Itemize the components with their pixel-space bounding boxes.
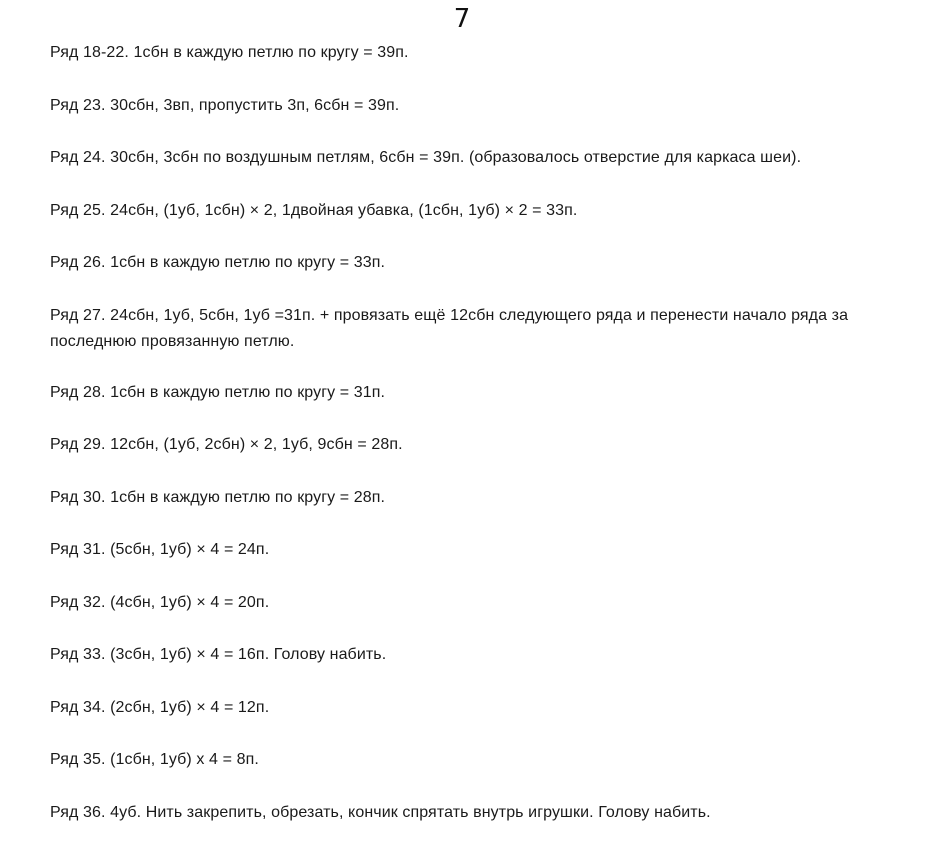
row-27: Ряд 27. 24сбн, 1уб, 5сбн, 1уб =31п. + провязать ещё 12сбн следующего ряда и перенести начало ряда за последнюю провязанную петлю. <box>50 306 849 350</box>
row-33: Ряд 33. (3сбн, 1уб) × 4 = 16п. Голову набить. <box>50 646 387 663</box>
row-25: Ряд 25. 24сбн, (1уб, 1сбн) × 2, 1двойная убавка, (1сбн, 1уб) × 2 = 33п. <box>50 201 578 219</box>
row-24: Ряд 24. 30сбн, 3сбн по воздушным петлям, 6сбн = 39п. (образовалось отверстие для каркаса шеи). <box>50 149 802 166</box>
row-26: Ряд 26. 1сбн в каждую петлю по кругу = 33п. <box>50 254 386 271</box>
page-number: 7 <box>453 4 471 34</box>
row-32: Ряд 32. (4сбн, 1уб) × 4 = 20п. <box>50 593 270 611</box>
row-30: Ряд 30. 1сбн в каждую петлю по кругу = 28п. <box>50 488 386 506</box>
row-28: Ряд 28. 1сбн в каждую петлю по кругу = 31п. <box>50 383 386 401</box>
pattern-rows <box>50 40 910 852</box>
row-34: Ряд 34. (2сбн, 1уб) × 4 = 12п. <box>50 698 270 716</box>
row-29: Ряд 29. 12сбн, (1уб, 2сбн) × 2, 1уб, 9сбн = 28п. <box>50 436 403 453</box>
row-18-22: Ряд 18-22. 1сбн в каждую петлю по кругу = 39п. <box>50 44 409 61</box>
row-31: Ряд 31. (5сбн, 1уб) × 4 = 24п. <box>50 541 270 558</box>
row-35: Ряд 35. (1сбн, 1уб) х 4 = 8п. <box>50 751 259 768</box>
row-23: Ряд 23. 30сбн, 3вп, пропустить 3п, 6сбн = 39п. <box>50 96 400 114</box>
row-36: Ряд 36. 4уб. Нить закрепить, обрезать, кончик спрятать внутрь игрушки. Голову набить. <box>50 803 711 821</box>
